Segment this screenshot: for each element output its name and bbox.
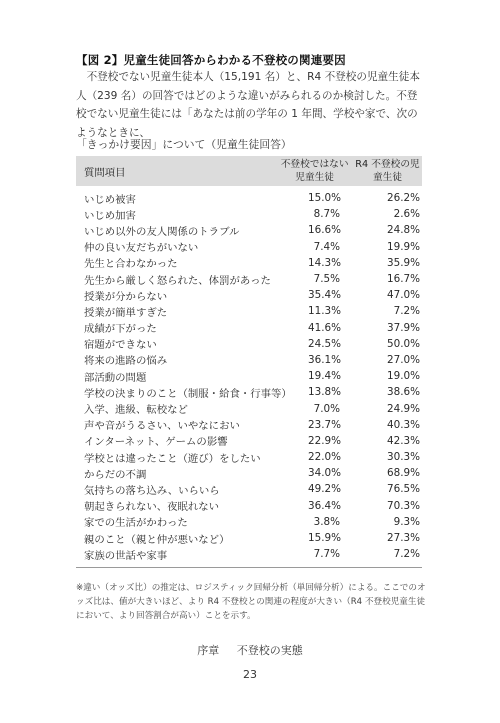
row-item: 宿題ができない <box>84 339 157 352</box>
row-value-not-truant: 7.5% <box>313 273 340 286</box>
row-value-r4-truant: 40.3% <box>386 418 420 431</box>
row-value-r4-truant: 70.3% <box>386 499 420 512</box>
running-footer <box>0 642 500 658</box>
row-value-r4-truant: 9.3% <box>393 515 420 528</box>
table-row <box>76 303 422 319</box>
header-item: 質問項目 <box>84 166 126 179</box>
table-row <box>76 190 422 206</box>
row-value-not-truant: 15.0% <box>308 192 342 205</box>
row-value-r4-truant: 24.8% <box>386 224 420 237</box>
table-row <box>76 449 422 465</box>
row-value-not-truant: 8.7% <box>313 208 340 221</box>
footer-title: 不登校の実態 <box>236 644 303 657</box>
figure-title: 【図 2】児童生徒回答からわかる不登校の関連要因 <box>76 53 346 67</box>
row-item: 気持ちの落ち込み、いらいら <box>84 484 220 497</box>
table-bottom-rule <box>76 567 422 568</box>
row-value-r4-truant: 27.3% <box>386 532 420 545</box>
row-value-not-truant: 7.4% <box>313 240 340 253</box>
row-value-r4-truant: 24.9% <box>386 402 420 415</box>
row-item: 授業が分からない <box>84 290 168 303</box>
comparison-table <box>76 156 422 568</box>
row-item: 先生と合わなかった <box>84 258 178 271</box>
row-item: いじめ以外の友人関係のトラブル <box>84 225 240 238</box>
table-row <box>76 546 422 562</box>
row-value-not-truant: 36.4% <box>308 499 342 512</box>
row-value-r4-truant: 50.0% <box>386 337 420 350</box>
table-row <box>76 352 422 368</box>
table-row <box>76 255 422 271</box>
row-value-not-truant: 3.8% <box>313 515 340 528</box>
row-value-not-truant: 24.5% <box>308 337 342 350</box>
row-value-not-truant: 22.9% <box>308 434 342 447</box>
row-value-not-truant: 23.7% <box>308 418 342 431</box>
row-item: 成績が下がった <box>84 323 157 336</box>
row-value-r4-truant: 38.6% <box>386 386 420 399</box>
row-item: いじめ被害 <box>84 193 136 206</box>
header-not-truant: 不登校ではない児童生徒 <box>280 159 349 183</box>
page-number: 23 <box>243 668 257 681</box>
footer-section: 序章 <box>197 644 220 657</box>
table-row <box>76 368 422 384</box>
row-item: 学校とは違ったこと（遊び）をしたい <box>84 452 261 465</box>
row-item: 学校の決まりのこと（制服・給食・行事等） <box>84 387 292 400</box>
row-value-r4-truant: 2.6% <box>393 208 420 221</box>
row-item: からだの不調 <box>84 468 147 481</box>
table-row <box>76 400 422 416</box>
header-r4-truant: R4 不登校の児童生徒 <box>355 159 420 183</box>
row-item: 声や音がうるさい、いやなにおい <box>84 420 240 433</box>
table-row <box>76 222 422 238</box>
table-row <box>76 514 422 530</box>
row-value-not-truant: 34.0% <box>308 467 342 480</box>
row-value-r4-truant: 27.0% <box>386 353 420 366</box>
row-value-not-truant: 11.3% <box>308 305 342 318</box>
table-row <box>76 320 422 336</box>
table-row <box>76 384 422 400</box>
row-value-r4-truant: 68.9% <box>386 467 420 480</box>
table-row <box>76 530 422 546</box>
row-item: 仲の良い友だちがいない <box>84 242 199 255</box>
row-value-r4-truant: 7.2% <box>393 548 420 561</box>
row-value-r4-truant: 19.9% <box>386 240 420 253</box>
body-text <box>76 68 422 142</box>
row-value-r4-truant: 19.0% <box>386 370 420 383</box>
row-value-r4-truant: 35.9% <box>386 256 420 269</box>
table-row <box>76 239 422 255</box>
row-value-r4-truant: 30.3% <box>386 451 420 464</box>
row-value-r4-truant: 47.0% <box>386 289 420 302</box>
table-row <box>76 498 422 514</box>
row-value-not-truant: 7.7% <box>313 548 340 561</box>
table-row <box>76 433 422 449</box>
row-item: 入学、進級、転校など <box>84 404 188 417</box>
table-row <box>76 206 422 222</box>
row-value-not-truant: 13.8% <box>308 386 342 399</box>
row-item: 親のこと（親と仲が悪いなど） <box>84 533 230 546</box>
row-value-r4-truant: 16.7% <box>386 273 420 286</box>
row-value-not-truant: 36.1% <box>308 353 342 366</box>
row-value-not-truant: 14.3% <box>308 256 342 269</box>
table-row <box>76 287 422 303</box>
row-item: 家での生活がかわった <box>84 517 188 530</box>
row-value-r4-truant: 76.5% <box>386 483 420 496</box>
row-value-not-truant: 49.2% <box>308 483 342 496</box>
row-value-r4-truant: 7.2% <box>393 305 420 318</box>
table-header <box>76 156 422 186</box>
table-row <box>76 271 422 287</box>
row-item: いじめ加害 <box>84 209 136 222</box>
table-row <box>76 336 422 352</box>
row-value-not-truant: 22.0% <box>308 451 342 464</box>
row-value-not-truant: 19.4% <box>308 370 342 383</box>
footnote: ※違い（オッズ比）の推定は、ロジスティック回帰分析（単回帰分析）による。ここでのオッズ比は、値が大きいほど、より R4 不登校との関連の程度が大きい（R4 不登校児童生徒において、より回答割合が高い）ことを示す。 <box>76 583 426 621</box>
row-value-not-truant: 15.9% <box>308 532 342 545</box>
row-value-r4-truant: 42.3% <box>386 434 420 447</box>
row-item: 授業が簡単すぎた <box>84 306 168 319</box>
body-paragraph: 不登校でない児童生徒本人（15,191 名）と、R4 不登校の児童生徒本人（239 名）の回答ではどのような違いがみられるのか検討した。不登校でない児童生徒には「あなたは前の学年の 1 年間、学校や家で、次のようなときに、 <box>76 71 420 139</box>
table-row <box>76 417 422 433</box>
table-body <box>76 190 422 562</box>
row-item: 先生から厳しく怒られた、体罰があった <box>84 274 271 287</box>
row-value-r4-truant: 37.9% <box>386 321 420 334</box>
row-item: 朝起きられない、夜眠れない <box>84 501 220 514</box>
row-item: 部活動の問題 <box>84 371 147 384</box>
row-value-r4-truant: 26.2% <box>386 192 420 205</box>
row-item: インターネット、ゲームの影響 <box>84 436 228 449</box>
row-item: 将来の進路の悩み <box>84 355 168 368</box>
row-value-not-truant: 41.6% <box>308 321 342 334</box>
row-value-not-truant: 7.0% <box>313 402 340 415</box>
table-caption: 「きっかけ要因」について（児童生徒回答） <box>76 138 292 151</box>
row-item: 家族の世話や家事 <box>84 549 168 562</box>
table-row <box>76 465 422 481</box>
row-value-not-truant: 35.4% <box>308 289 342 302</box>
row-value-not-truant: 16.6% <box>308 224 342 237</box>
table-row <box>76 481 422 497</box>
